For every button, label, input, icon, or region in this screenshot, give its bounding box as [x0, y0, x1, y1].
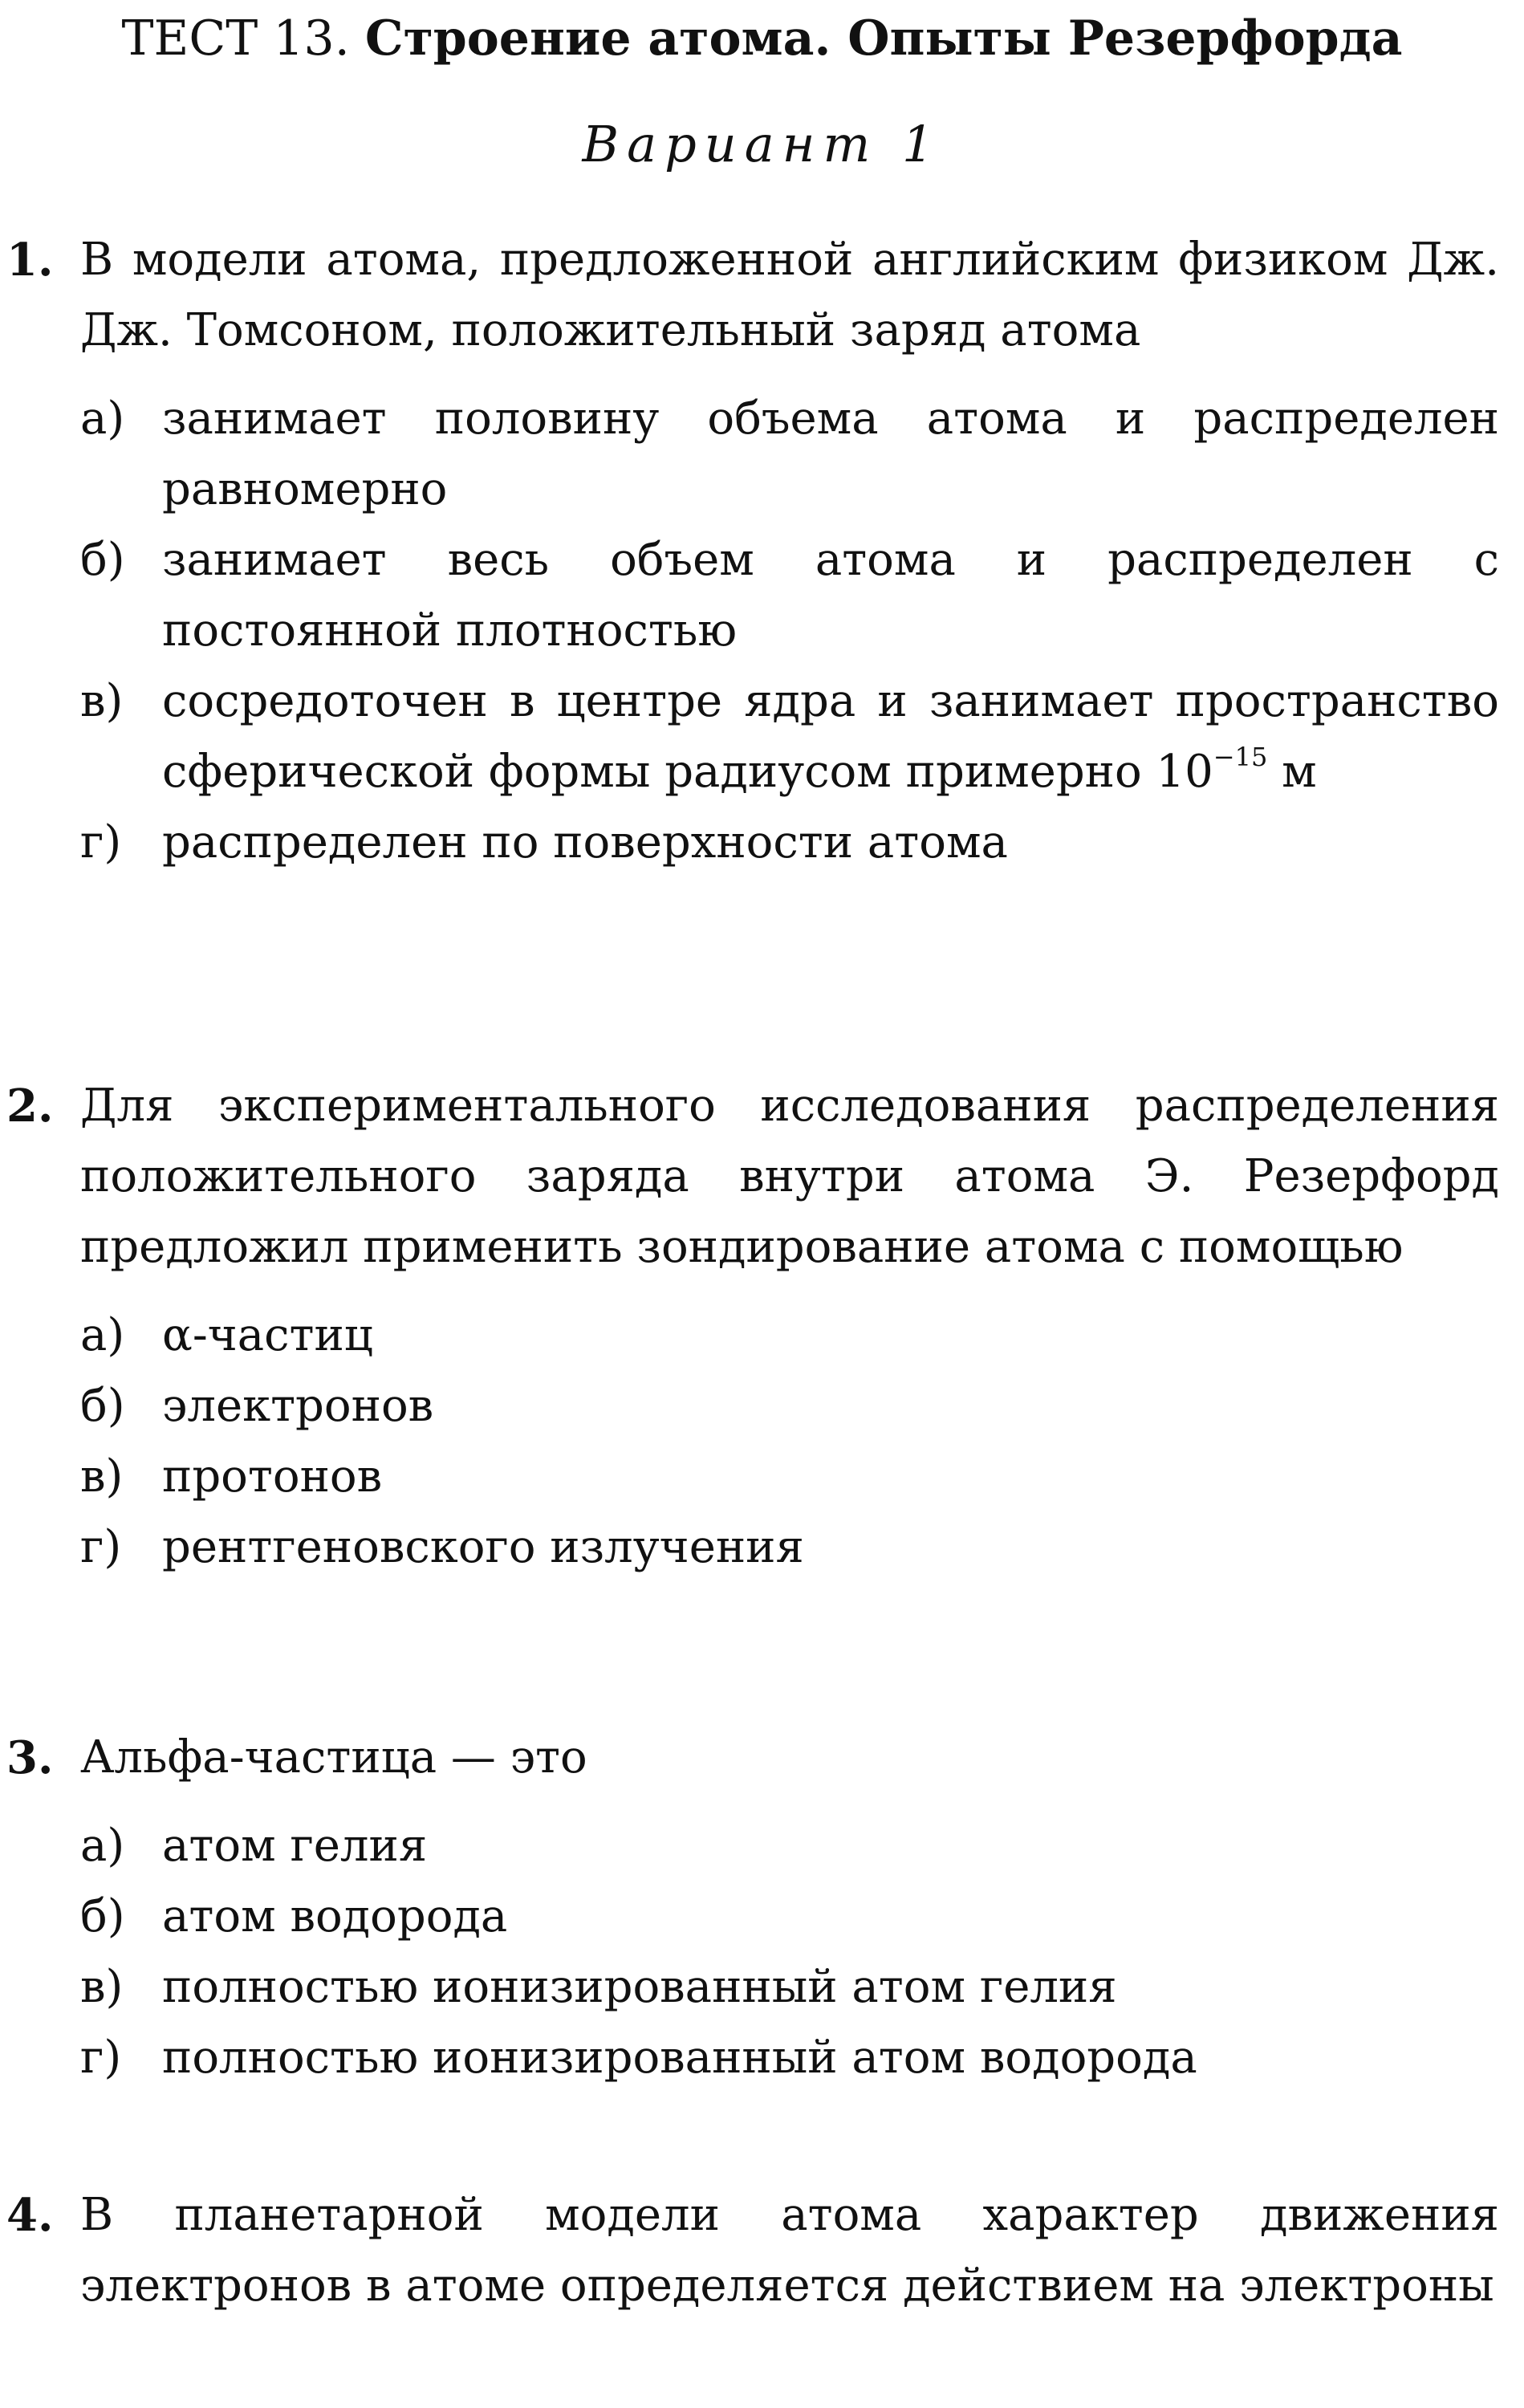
option-text: занимает весь объем атома и распределен с постоянной плотностью: [162, 534, 1499, 657]
option-c: [80, 1952, 1499, 2023]
option-text: электронов: [162, 1380, 434, 1432]
option-text: атом гелия: [162, 1820, 428, 1872]
question-1: [6, 225, 1499, 878]
option-letter: б): [80, 1380, 125, 1432]
question-text: В модели атома, предложенной английским физиком Дж. Дж. Томсоном, положительный заряд атома: [80, 234, 1499, 356]
option-text-main: сосредоточен в центре ядра и занимает пространство сферической формы радиусом примерно: [162, 675, 1499, 798]
option-c: [80, 1442, 1499, 1512]
option-d: [80, 2023, 1499, 2093]
question-number: 4.: [6, 2189, 54, 2242]
option-letter: г): [80, 2032, 122, 2084]
option-letter: г): [80, 816, 122, 868]
question-text: Для экспериментального исследования распределения положительного заряда внутри атома Э. Резерфорд предложил применить зондирование атома с помощью: [80, 1080, 1499, 1273]
option-c: [80, 666, 1499, 807]
option-text: полностью ионизированный атом водорода: [162, 2032, 1197, 2084]
power-exponent: −15: [1213, 742, 1268, 772]
unit: м: [1282, 746, 1317, 798]
question-text: В планетарной модели атома характер движения электронов в атоме определяется действием на электроны: [80, 2189, 1499, 2312]
option-d: [80, 1512, 1499, 1583]
question-3: [6, 1723, 1499, 2093]
option-a: [80, 384, 1499, 525]
option-a: [80, 1300, 1499, 1371]
option-letter: в): [80, 1961, 124, 2013]
option-text: полностью ионизированный атом гелия: [162, 1961, 1117, 2013]
question-4: [6, 2180, 1499, 2321]
option-text: распределен по поверхности атома: [162, 816, 1008, 868]
test-label: ТЕСТ 13.: [121, 10, 350, 67]
option-a: [80, 1811, 1499, 1881]
option-letter: а): [80, 1820, 125, 1872]
power-base: 10: [1156, 746, 1213, 798]
option-d: [80, 807, 1499, 878]
option-text: занимает половину объема атома и распределен равномерно: [162, 393, 1499, 515]
option-letter: г): [80, 1521, 122, 1573]
option-letter: б): [80, 1890, 125, 1942]
question-text: Альфа-частица — это: [80, 1731, 587, 1784]
question-number: 3.: [6, 1731, 54, 1784]
test-title: [0, 6, 1524, 71]
option-b: [80, 1371, 1499, 1442]
variant-label: Вариант 1: [582, 115, 942, 173]
option-letter: в): [80, 1450, 124, 1503]
option-letter: б): [80, 534, 125, 586]
question-2: [6, 1071, 1499, 1583]
option-text: протонов: [162, 1450, 383, 1503]
option-letter: а): [80, 393, 125, 445]
option-text: [162, 666, 1499, 807]
option-b: [80, 525, 1499, 666]
option-text: α-частиц: [162, 1309, 373, 1361]
option-text: рентгеновского излучения: [162, 1521, 804, 1573]
test-topic: Строение атома. Опыты Резерфорда: [364, 10, 1403, 67]
option-text: атом водорода: [162, 1890, 508, 1942]
option-letter: в): [80, 675, 124, 727]
option-b: [80, 1881, 1499, 1952]
option-letter: а): [80, 1309, 125, 1361]
question-number: 1.: [6, 234, 54, 287]
question-number: 2.: [6, 1080, 54, 1133]
